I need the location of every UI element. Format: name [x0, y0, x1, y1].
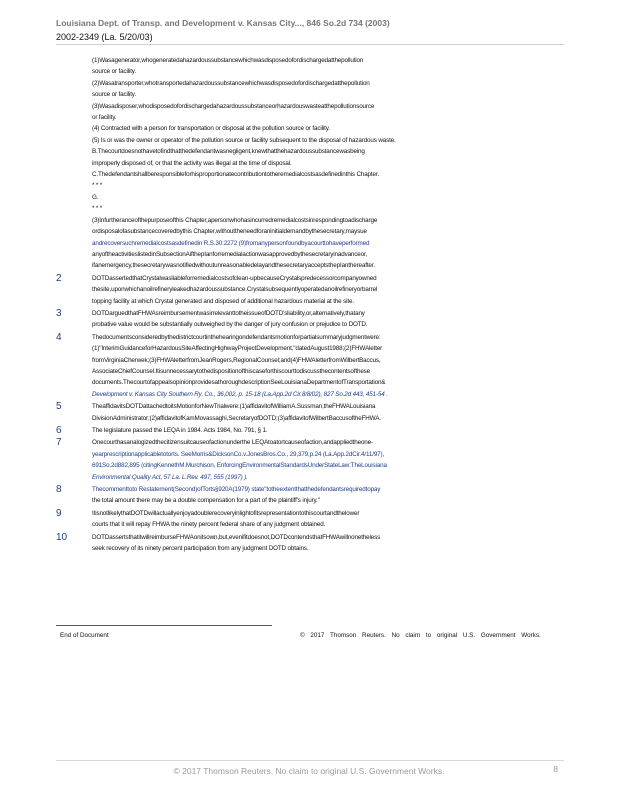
quote-line: source or facility. [92, 91, 136, 99]
quote-line: or facility. [92, 114, 117, 122]
document-citation: 2002-2349 (La. 5/20/03) [56, 32, 153, 42]
footnotes [56, 273, 566, 555]
footnote-line: Onecourthasanalogizedthecitizensuitcauseofactionunderthe LEQAtoatortcauseofaction,andappliedtheone- [92, 439, 373, 447]
footnote-4 [56, 332, 566, 400]
footnote-number-link[interactable]: 7 [56, 437, 62, 449]
page-number: 8 [553, 764, 558, 774]
footnote-10 [56, 532, 566, 555]
footnote-line: (1)"InterimGuidanceforHazardousSiteAffectingHighwayProjectDevelopment,"datedAugust1988;(2)FHWAletter [92, 345, 383, 353]
footnote-line: courts that it will repay FHWA the ninety percent federal share of any judgment obtained. [92, 521, 326, 529]
footnote-line: DOTDarguedthatFHWAsreimbursementwasirrelevanttotheissueofDOTD'sliability,or,alternatively,thatany [92, 309, 365, 317]
end-of-document-label: End of Document [60, 632, 109, 639]
quote-line-with-link[interactable]: andrecoversuchremedialcostsasdefinedin R.S.30:2272 (9)fromanypersonfoundbyacourttohaveperformed [92, 239, 370, 247]
quote-line: (5) Is or was the owner or operator of the pollution source or facility subsequent to the disposal of hazardous waste. [92, 136, 396, 144]
quote-line: anyoftheactivitieslistedinSubsectionAifthepIanforremedialactionwasapprovedbythesecretaryinadvanceor, [92, 250, 368, 258]
footnote-line: TheaffidavitsDOTDattachedtoitsMotionforNewTrialwere:(1)affidavitofWilliamA.Sussman,theFHWALouisiana [92, 403, 376, 411]
footnote-number-link[interactable]: 5 [56, 401, 62, 413]
footnote-line: documents.ThecourtofappealsopinionprovidesathoroughdescriptionSeeLouisianaDepartmentofTransportation& [92, 379, 386, 387]
quote-line: (2)Wasatransporter,whotransportedahazardoussubstancewhichwasdisposedofordischargedatthepollution [92, 79, 370, 87]
footnote-line: The legislature passed the LEQA in 1984. Acts 1984, No. 791, § 1. [92, 427, 268, 434]
end-copyright: © 2017 Thomson Reuters. No claim to original U.S. Government Works. [300, 632, 541, 639]
footnote-6 [56, 425, 566, 436]
footnote-5 [56, 401, 566, 424]
footnote-number-link[interactable]: 3 [56, 307, 62, 319]
footnote-line: DivisionAdministrator;(2)affidavitofKamMovassaghi,SecretaryofDOTD;(3)affidavitofWilbertBaccusoftheFHWA. [92, 414, 381, 422]
quote-line: improperly disposed of, or that the activity was illegal at the time of disposal. [92, 159, 292, 167]
quote-line: (1)Wasagenerator,whogeneratedahazardoussubstancewhichwasdisposedofordischargedatthepollution [92, 57, 364, 64]
footnote-number-link[interactable]: 8 [56, 484, 62, 496]
footnote-9 [56, 508, 566, 531]
footnote-number-link[interactable]: 9 [56, 507, 62, 519]
quote-line: * * * [92, 205, 103, 213]
footnote-8 [56, 484, 566, 507]
footnote-number-link[interactable]: 6 [56, 425, 62, 436]
quote-line: ifanemergency,thesecretarywasnotifiedwithoutunreasonabledelayandthesecretaryacceptsthepIanthereafter. [92, 262, 375, 270]
quote-line: C.Thedefendantshallberesponsibleforhisproportionatecontributiontotheremedialcostsasdefinedinthis Chapter. [92, 171, 380, 179]
document-header-title: Louisiana Dept. of Transp. and Development v. Kansas City..., 846 So.2d 734 (2003) [56, 18, 390, 28]
footnote-line: thesite,uponwhichanoilrefineryleakedhazardoussubstance.Crystalsubsequentlyoperatedanoilrefineryorbarrel [92, 286, 378, 294]
footnote-number-link[interactable]: 2 [56, 272, 62, 284]
footnote-line: topping facility at which Crystal generated and disposed of additional hazardous material at the site. [92, 297, 354, 305]
footnote-citation-link[interactable]: Development v. Kansas City Southern Ry. Co., 36,002, p. 15-18 (La.App.2d Cir.8/8/02), 827 So.2d 443, 451-54 . [92, 390, 388, 398]
footnote-line: Thedocumentsconsideredbythedistrictcourtinthehearingondefendantsmotionforpartialsummaryjudgmentwere: [92, 333, 381, 341]
footnote-line: DOTDassertedthatCrystalwasliableforremedialcostsofclean-upbecauseCrystalspredecessorcompanyowned [92, 274, 377, 282]
footnote-3 [56, 308, 566, 331]
footnote-line: probative value would be substantially outweighed by the danger of jury confusion or prejudice to DOTD. [92, 321, 368, 329]
footnote-line: fromVirginiaCherwek;(3)FHWAletterfromJeanRogers,RegionalCounsel;and(4)FHWAletterfromWilbertBaccus, [92, 356, 381, 364]
footnote-citation-link[interactable]: 691So.2d882,895 (citingKennethM.Murchison, EnforcingEnvironmentalStandardsUnderStateLaw:TheLouisiana [92, 462, 387, 470]
header-divider [56, 44, 564, 45]
footnote-2 [56, 273, 566, 307]
footnote-citation-link[interactable]: Environmental Quality Act, 57 La. L.Rev. 497, 555 (1997) ). [92, 473, 248, 481]
footnote-line: the total amount there may be a double compensation for a part of the plaintiff's injury." [92, 497, 320, 505]
quote-line: * * * [92, 182, 103, 190]
quote-line: (3)Infurtheranceofthepurposeofthis Chapter,apersonwhohasincurredremedialcostsinrespondingtoadischarge [92, 216, 378, 224]
footnote-citation-link[interactable]: yearprescriptionapplicabletotorts. SeeMorris&DicksonCo.v.JonesBros.Co., 29,379,p.24 (La.App.2dCir.4/11/97), [92, 450, 385, 458]
quote-line: (3)Wasadisposer,whodisposedofordischargedahazardoussubstanceorhazardouswasteatthepollutionsource [92, 102, 375, 110]
footnote-number-link[interactable]: 10 [56, 531, 68, 543]
quote-line: B.Thecourtdoesnothavetofindthatthedefendantwasnegligent,knewthatthehazardoussubstancewasbeing [92, 148, 365, 156]
footnote-citation-link[interactable]: Thecommenttoto Restatement(Second)ofTorts§920A(1979) state"totheextentthatthedefendantsrequiredtopay [92, 486, 381, 494]
footer-divider [56, 760, 564, 761]
footnote-7 [56, 437, 566, 483]
footnote-line: AssociateChiefCounsel.Itisunnecessarytothedispositionofthiscaseforthiscourttodiscussthecontentsofthese [92, 367, 371, 375]
footer-copyright: © 2017 Thomson Reuters. No claim to original U.S. Government Works. [173, 766, 445, 776]
quote-line: (4) Contracted with a person for transportation or disposal at the pollution source or facility. [92, 125, 330, 133]
quote-line: source or facility. [92, 68, 136, 76]
quote-line: G. [92, 193, 99, 201]
footnote-line: seek recovery of its ninety percent participation from any judgment DOTD obtains. [92, 545, 309, 553]
quote-line: ordisposalofasubstancecoveredbythis Chapter,withouttheneedforaninitialdemandbythesecretary,maysue [92, 228, 367, 236]
end-divider [56, 625, 272, 626]
footnote-line: ItisnotlikelythatDOTDwillactuallyenjoyadoublerecoveryinlightofitsrepresentationtothiscourtandthelower [92, 509, 360, 517]
statute-quote [92, 55, 566, 272]
document-body [56, 55, 566, 555]
footnote-number-link[interactable]: 4 [56, 331, 62, 343]
footnote-line: DOTDassertsthatitwillreimburseFHWAonitsown,but,evenifitdoesnot,DOTDcontendsthatFHWAwillnonetheless [92, 533, 381, 541]
